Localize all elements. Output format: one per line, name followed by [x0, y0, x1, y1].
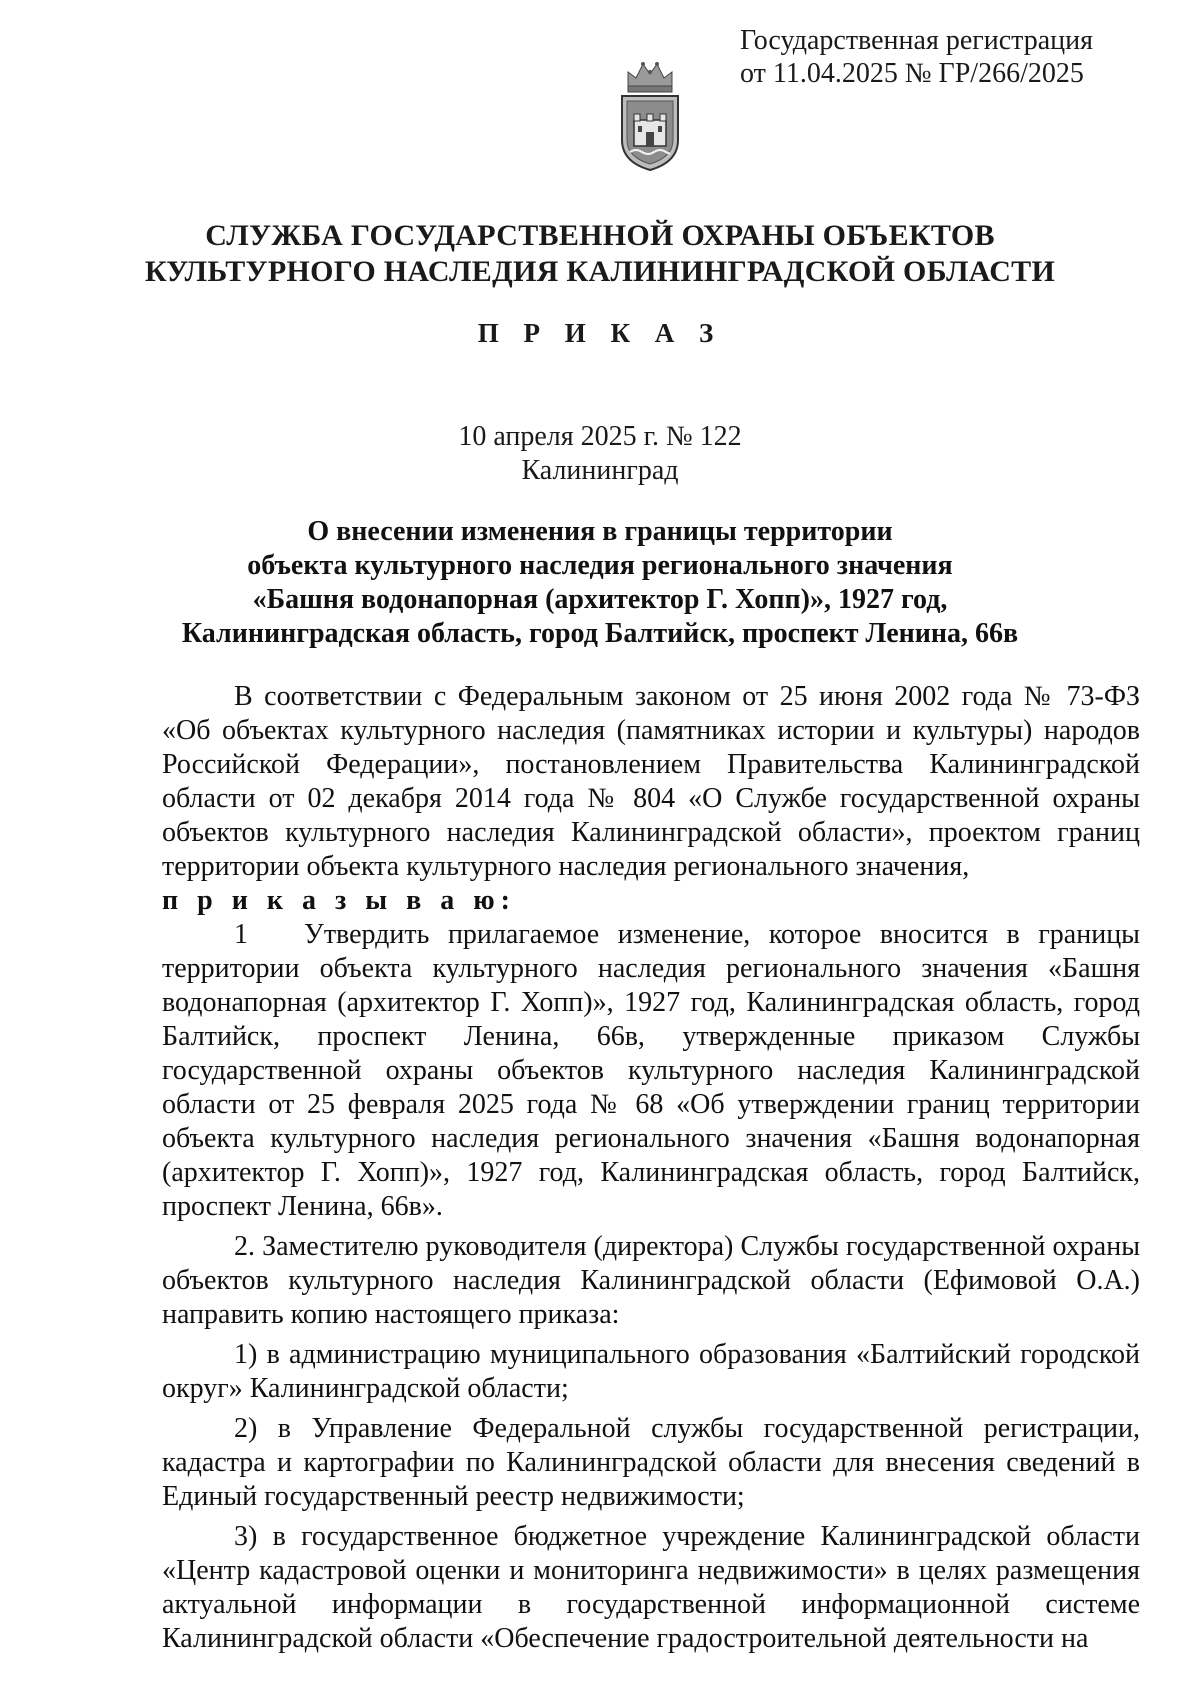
order-word: [162, 884, 1140, 918]
item-1-paragraph: [162, 918, 1140, 1224]
kaliningrad-coat-of-arms-icon: [614, 58, 686, 174]
item-2-paragraph: 2. Заместителю руководителя (директора) Службы государственной охраны объектов культурного наследия Калининградской области (Ефимовой О.А.) направить копию настоящего приказа:: [162, 1231, 1140, 1330]
document-body: [162, 680, 1140, 1656]
subitem-3-paragraph: 3) в государственное бюджетное учреждение Калининградской области «Центр кадастровой оценки и мониторинга недвижимости» в целях размещения актуальной информации в государственной информационной системе Калининградской области «Обеспечение градостроительной деятельности на: [162, 1521, 1140, 1654]
item-1-number: 1: [234, 919, 248, 950]
title-line-4: Калининградская область, город Балтийск, проспект Ленина, 66в: [181, 618, 1019, 649]
order-word-text: п р и к а з ы в а ю:: [162, 885, 516, 916]
title-line-1: О внесении изменения в границы территории: [307, 516, 893, 547]
document-city: Калининград: [521, 455, 679, 486]
subitem-1-paragraph: 1) в администрацию муниципального образования «Балтийский городской округ» Калининградской области;: [162, 1339, 1140, 1404]
preamble-paragraph: В соответствии с Федеральным законом от 25 июня 2002 года № 73-ФЗ «Об объектах культурного наследия (памятниках истории и культуры) народов Российской Федерации», постановлением Правительства Калининградской области от 02 декабря 2014 года № 804 «О Службе государственной охраны объектов культурного наследия Калининградской области», проектом границ территории объекта культурного наследия регионального значения,: [162, 681, 1140, 882]
document-date-number: 10 апреля 2025 г. № 122: [458, 421, 742, 452]
registration-line-2: от 11.04.2025 № ГР/266/2025: [740, 58, 1084, 89]
item-1-text: Утвердить прилагаемое изменение, которое вносится в границы территории объекта культурного наследия регионального значения «Башня водонапорная (архитектор Г. Хопп)», 1927 год, Калининградская область, город Балтийск, проспект Ленина, 66в, утвержденные приказом Службы государственной охраны объектов культурного наследия Калининградской области от 25 февраля 2025 года № 68 «Об утверждении границ территории объекта культурного наследия регионального значения «Башня водонапорная (архитектор Г. Хопп)», 1927 год, Калининградская область, город Балтийск, проспект Ленина, 66в».: [162, 919, 1140, 1222]
title-line-2: объекта культурного наследия регионального значения: [247, 550, 953, 581]
organization-line-1: СЛУЖБА ГОСУДАРСТВЕННОЙ ОХРАНЫ ОБЪЕКТОВ: [205, 219, 995, 252]
organization-line-2: КУЛЬТУРНОГО НАСЛЕДИЯ КАЛИНИНГРАДСКОЙ ОБЛАСТИ: [144, 255, 1056, 288]
document-type: П Р И К А З: [477, 318, 723, 348]
registration-stamp: [740, 24, 1140, 90]
date-place-block: [0, 420, 1200, 488]
document-title: [80, 515, 1120, 651]
title-line-3: «Башня водонапорная (архитектор Г. Хопп)», 1927 год,: [252, 584, 948, 615]
subitem-2-paragraph: 2) в Управление Федеральной службы государственной регистрации, кадастра и картографии по Калининградской области для внесения сведений в Единый государственный реестр недвижимости;: [162, 1413, 1140, 1512]
organization-name: [60, 218, 1140, 290]
registration-line-1: Государственная регистрация: [740, 25, 1093, 56]
